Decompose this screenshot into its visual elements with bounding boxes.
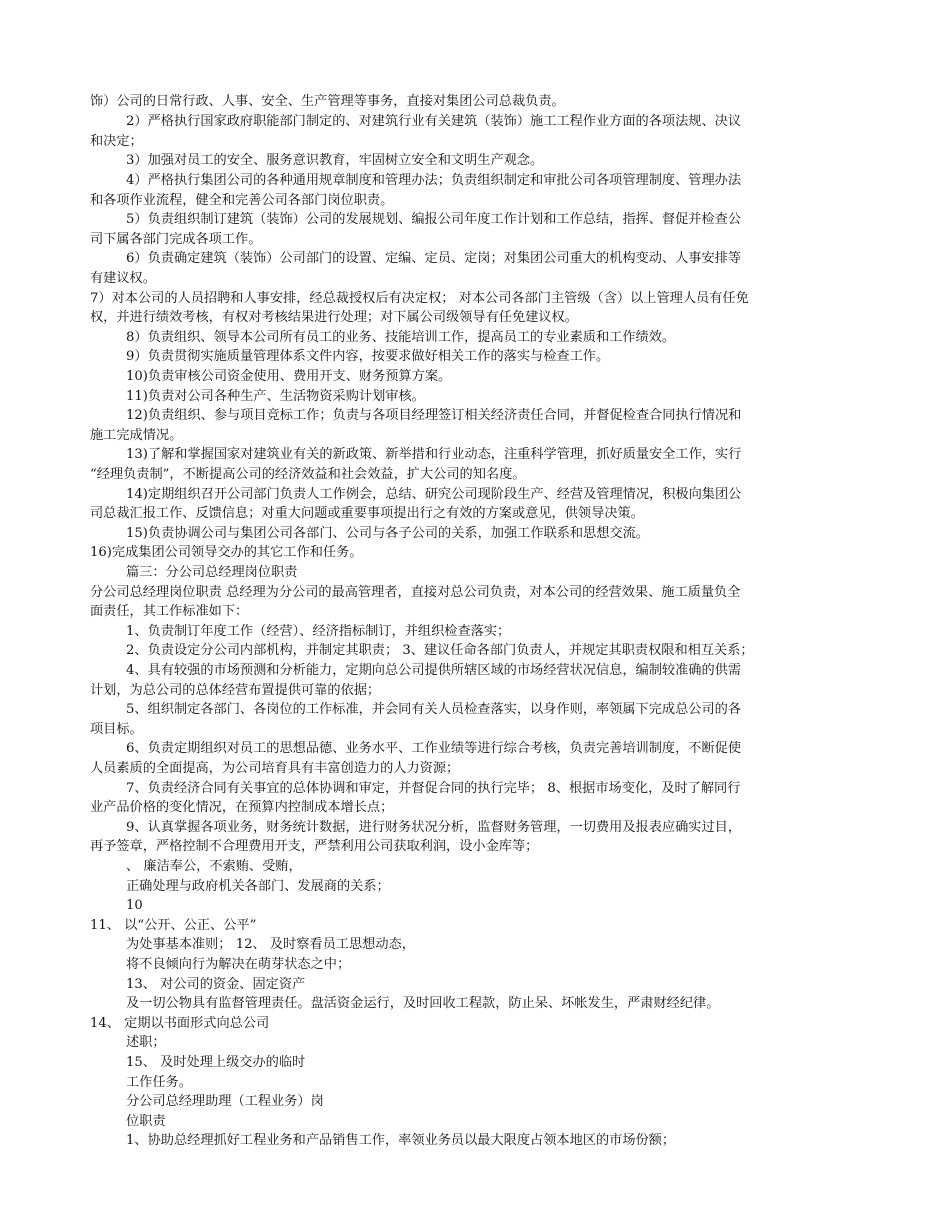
text-line: 工作任务。 <box>126 1075 192 1090</box>
text-line: 13、 对公司的资金、固定资产 <box>126 977 306 992</box>
text-line: 12)负责组织、参与项目竞标工作；负责与各项目经理签订相关经济责任合同，并督促检查合同执行情况和 <box>126 408 742 423</box>
text-line: 5）负责组织制订建筑（装饰）公司的发展规划、编报公司年度工作计划和工作总结，指挥、督促并检查公 <box>126 212 742 227</box>
text-line: 及一切公物具有监督管理责任。盘活资金运行，及时回收工程款，防止呆、坏帐发生，严肃财经纪律。 <box>126 996 720 1011</box>
text-line: 8）负责组织、领导本公司所有员工的业务、技能培训工作，提高员工的专业素质和工作绩效。 <box>126 330 676 345</box>
text-line: 和决定； <box>90 134 143 149</box>
text-line: 司下属各部门完成各项工作。 <box>90 232 262 247</box>
text-line: 和各项作业流程，健全和完善公司各部门岗位职责。 <box>90 193 394 208</box>
text-line: 9）负责贯彻实施质量管理体系文件内容，按要求做好相关工作的落实与检查工作。 <box>126 349 610 364</box>
text-line: 10)负责审核公司资金使用、费用开支、财务预算方案。 <box>126 369 452 384</box>
text-line: 1、负责制订年度工作（经营）、经济指标制订，并组织检查落实； <box>126 624 511 639</box>
text-line: 3）加强对员工的安全、服务意识教育，牢固树立安全和文明生产观念。 <box>126 153 544 168</box>
text-line: “经理负责制”，不断提高公司的经济效益和社会效益，扩大公司的知名度。 <box>90 467 526 482</box>
text-line: 为处事基本准则； 12、 及时察看员工思想动态， <box>126 937 415 952</box>
text-line: 16)完成集团公司领导交办的其它工作和任务。 <box>90 545 363 560</box>
text-line: 饰）公司的日常行政、人事、安全、生产管理等事务，直接对集团公司总裁负责。 <box>90 94 565 109</box>
text-line: 将不良倾向行为解决在萌芽状态之中； <box>126 957 351 972</box>
text-line: 11)负责对公司各种生产、生活物资采购计划审核。 <box>126 389 425 404</box>
text-line: 分公司总经理岗位职责 总经理为分公司的最高管理者，直接对总公司负责，对本公司的经营效果、施工质量负全 <box>90 585 741 600</box>
text-line: 再予签章，严格控制不合理费用开支，严禁利用公司获取利润，设小金库等； <box>90 839 539 854</box>
text-line: 司总裁汇报工作、反馈信息；对重大问题或重要事项提出行之有效的方案或意见，供领导决策。 <box>90 506 644 521</box>
text-line: 15)负责协调公司与集团公司各部门、公司与各子公司的关系，加强工作联系和思想交流。 <box>126 526 650 541</box>
text-line: 计划，为总公司的总体经营布置提供可靠的依据； <box>90 683 381 698</box>
text-line: 14、 定期以书面形式向总公司 <box>90 1016 270 1031</box>
text-line: 4、具有较强的市场预测和分析能力，定期向总公司提供所辖区域的市场经营状况信息，编制较准确的供需 <box>126 663 742 678</box>
text-line: 11、 以“公开、公正、公平” <box>90 918 257 933</box>
text-line: 5、组织制定各部门、各岗位的工作标准，并会同有关人员检查落实，以身作则，率领属下完成总公司的各 <box>126 702 742 717</box>
text-line: 1、协助总经理抓好工程业务和产品销售工作，率领业务员以最大限度占领本地区的市场份额； <box>126 1133 676 1148</box>
text-line: 2）严格执行国家政府职能部门制定的、对建筑行业有关建筑（装饰）施工工程作业方面的各项法规、决议 <box>126 114 742 129</box>
text-line: 7）对本公司的人员招聘和人事安排，经总裁授权后有决定权； 对本公司各部门主管级（含）以上管理人员有任免 <box>90 291 749 306</box>
section-heading: 篇三：分公司总经理岗位职责 <box>126 565 298 580</box>
text-line: 9、认真掌握各项业务，财务统计数据，进行财务状况分析，监督财务管理，一切费用及报表应确实过目， <box>126 820 742 835</box>
text-line: 、 廉洁奉公，不索贿、受贿， <box>126 859 302 874</box>
text-line: 10 <box>126 898 143 913</box>
text-line: 7、负责经济合同有关事宜的总体协调和审定，并督促合同的执行完毕； 8、根据市场变化，及时了解同行 <box>126 781 741 796</box>
text-line: 6、负责定期组织对员工的思想品德、业务水平、工作业绩等进行综合考核，负责完善培训制度，不断促使 <box>126 741 742 756</box>
text-line: 15、 及时处理上级交办的临时 <box>126 1055 306 1070</box>
text-line: 项目标。 <box>90 722 143 737</box>
text-line: 人员素质的全面提高，为公司培育具有丰富创造力的人力资源； <box>90 761 460 776</box>
text-line: 施工完成情况。 <box>90 428 183 443</box>
text-line: 有建议权。 <box>90 271 156 286</box>
text-line: 述职； <box>126 1035 166 1050</box>
text-line: 2、负责设定分公司内部机构，并制定其职责； 3、建议任命各部门负责人，并规定其职责权限和相互关系； <box>126 643 754 658</box>
text-line: 权，并进行绩效考核，有权对考核结果进行处理；对下属公司级领导有任免建议权。 <box>90 310 578 325</box>
text-line: 位职责 <box>126 1114 166 1129</box>
text-line: 13)了解和掌握国家对建筑业有关的新政策、新举措和行业动态，注重科学管理，抓好质量安全工作，实行 <box>126 447 742 462</box>
text-line: 6）负责确定建筑（装饰）公司部门的设置、定编、定员、定岗；对集团公司重大的机构变动、人事安排等 <box>126 251 742 266</box>
text-line: 分公司总经理助理（工程业务）岗 <box>126 1094 324 1109</box>
text-line: 面责任，其工作标准如下： <box>90 604 249 619</box>
text-line: 14)定期组织召开公司部门负责人工作例会，总结、研究公司现阶段生产、经营及管理情况，积极向集团公 <box>126 487 742 502</box>
text-line: 业产品价格的变化情况，在预算内控制成本增长点； <box>90 800 394 815</box>
text-line: 正确处理与政府机关各部门、发展商的关系； <box>126 879 390 894</box>
text-line: 4）严格执行集团公司的各种通用规章制度和管理办法；负责组织制定和审批公司各项管理制度、管理办法 <box>126 173 742 188</box>
